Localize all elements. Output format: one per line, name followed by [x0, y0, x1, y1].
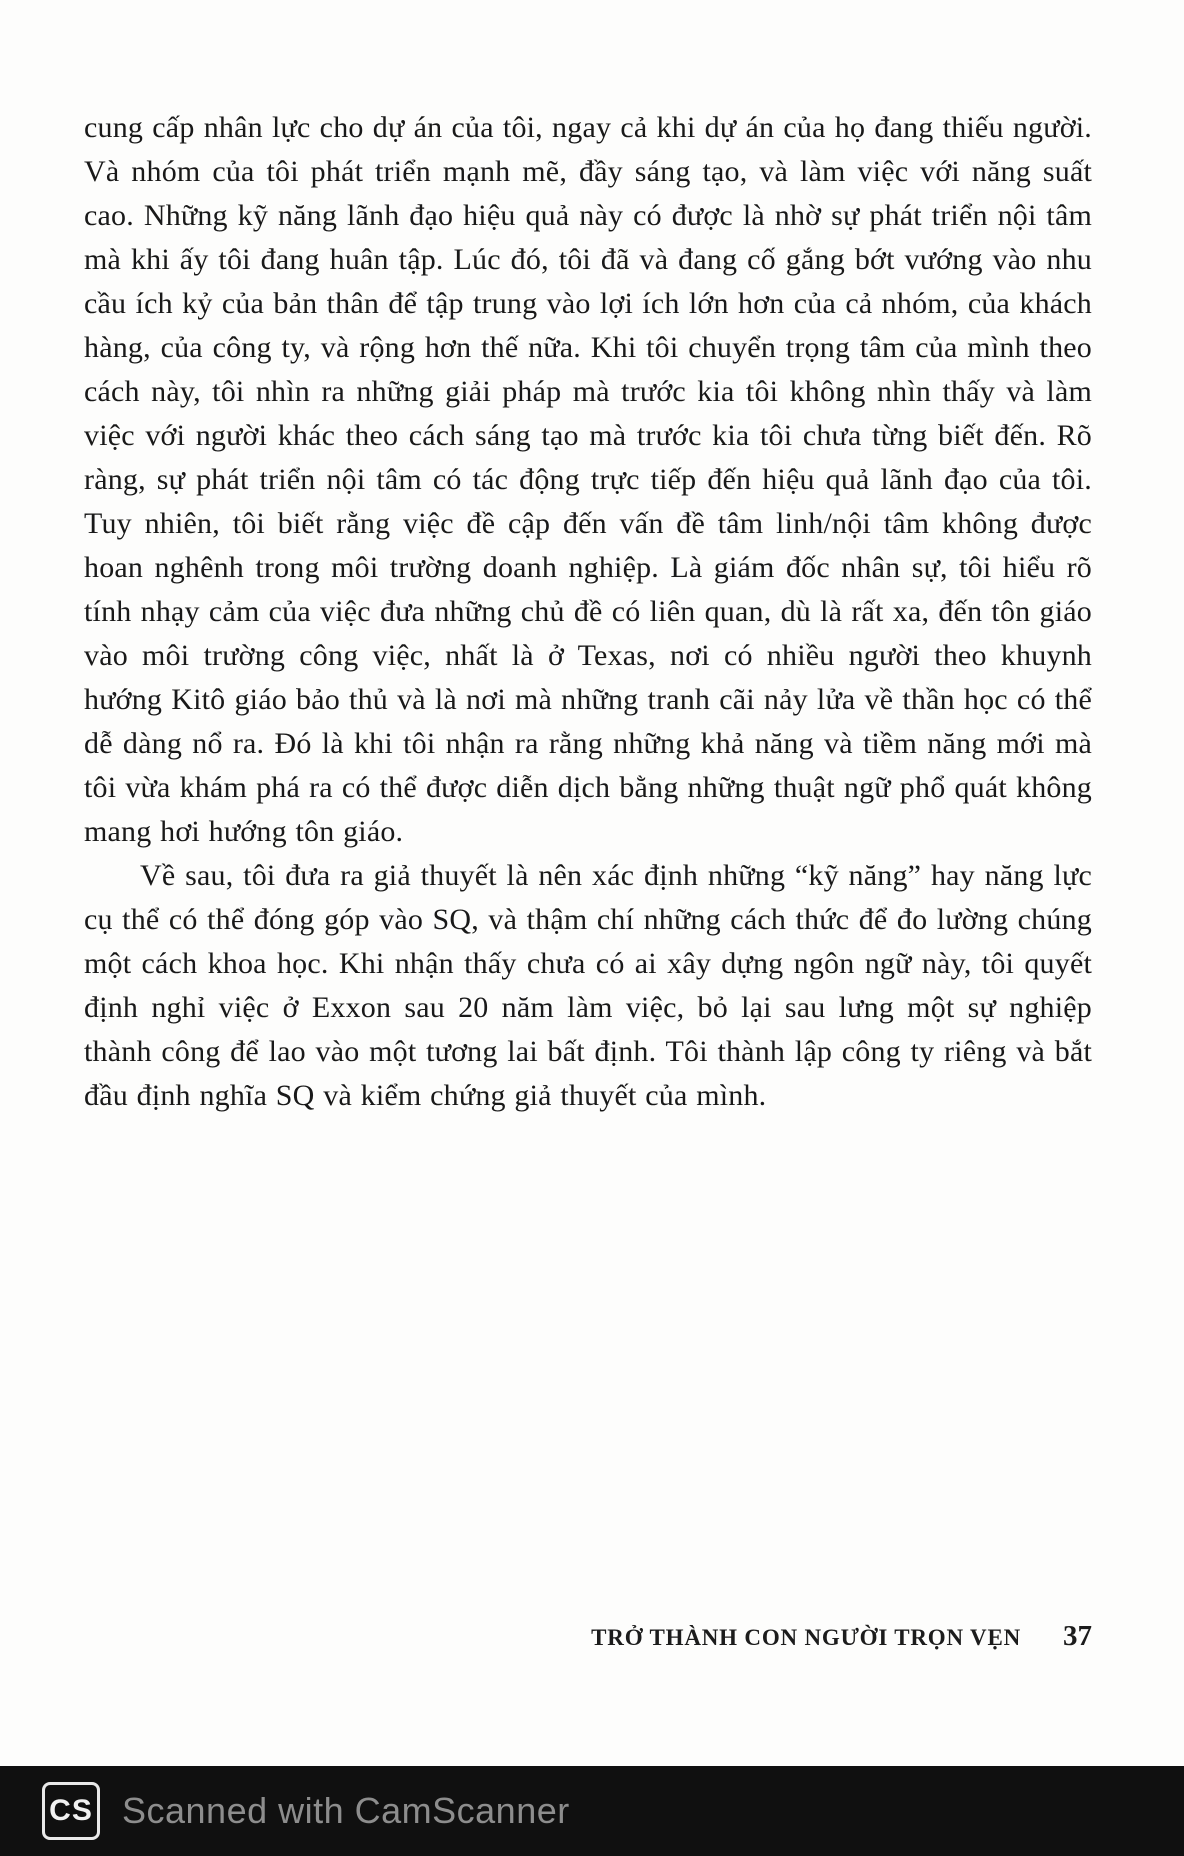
camscanner-logo-icon: CS: [42, 1782, 100, 1840]
running-title: TRỞ THÀNH CON NGƯỜI TRỌN VẸN: [591, 1625, 1021, 1650]
paragraph: Về sau, tôi đưa ra giả thuyết là nên xác định những “kỹ năng” hay năng lực cụ thể có thể đóng góp vào SQ, và thậm chí những cách thức để đo lường chúng một cách khoa học. Khi nhận thấy chưa có ai xây dựng ngôn ngữ này, tôi quyết định nghỉ việc ở Exxon sau 20 năm làm việc, bỏ lại sau lưng một sự nghiệp thành công để lao vào một tương lai bất định. Tôi thành lập công ty riêng và bắt đầu định nghĩa SQ và kiểm chứng giả thuyết của mình.: [84, 859, 1092, 1112]
camscanner-watermark-text: Scanned with CamScanner: [122, 1790, 570, 1831]
camscanner-watermark-bar: [0, 1766, 1184, 1856]
paragraph: cung cấp nhân lực cho dự án của tôi, ngay cả khi dự án của họ đang thiếu người. Và nhóm của tôi phát triển mạnh mẽ, đầy sáng tạo, và làm việc với năng suất cao. Những kỹ năng lãnh đạo hiệu quả này có được là nhờ sự phát triển nội tâm mà khi ấy tôi đang huân tập. Lúc đó, tôi đã và đang cố gắng bớt vướng vào nhu cầu ích kỷ của bản thân để tập trung vào lợi ích lớn hơn của cả nhóm, của khách hàng, của công ty, và rộng hơn thế nữa. Khi tôi chuyển trọng tâm của mình theo cách này, tôi nhìn ra những giải pháp mà trước kia tôi không nhìn thấy và làm việc với người khác theo cách sáng tạo mà trước kia tôi chưa từng biết đến. Rõ ràng, sự phát triển nội tâm có tác động trực tiếp đến hiệu quả lãnh đạo của tôi. Tuy nhiên, tôi biết rằng việc đề cập đến vấn đề tâm linh/nội tâm không được hoan nghênh trong môi trường doanh nghiệp. Là giám đốc nhân sự, tôi hiểu rõ tính nhạy cảm của việc đưa những chủ đề có liên quan, dù là rất xa, đến tôn giáo vào môi trường công việc, nhất là ở Texas, nơi có nhiều người theo khuynh hướng Kitô giáo bảo thủ và là nơi mà những tranh cãi nảy lửa về thần học có thể dễ dàng nổ ra. Đó là khi tôi nhận ra rằng những khả năng và tiềm năng mới mà tôi vừa khám phá ra có thể được diễn dịch bằng những thuật ngữ phổ quát không mang hơi hướng tôn giáo.: [84, 111, 1092, 848]
body-text: [84, 106, 1092, 1118]
page-footer: [84, 1620, 1092, 1653]
page-number: 37: [1063, 1620, 1092, 1652]
